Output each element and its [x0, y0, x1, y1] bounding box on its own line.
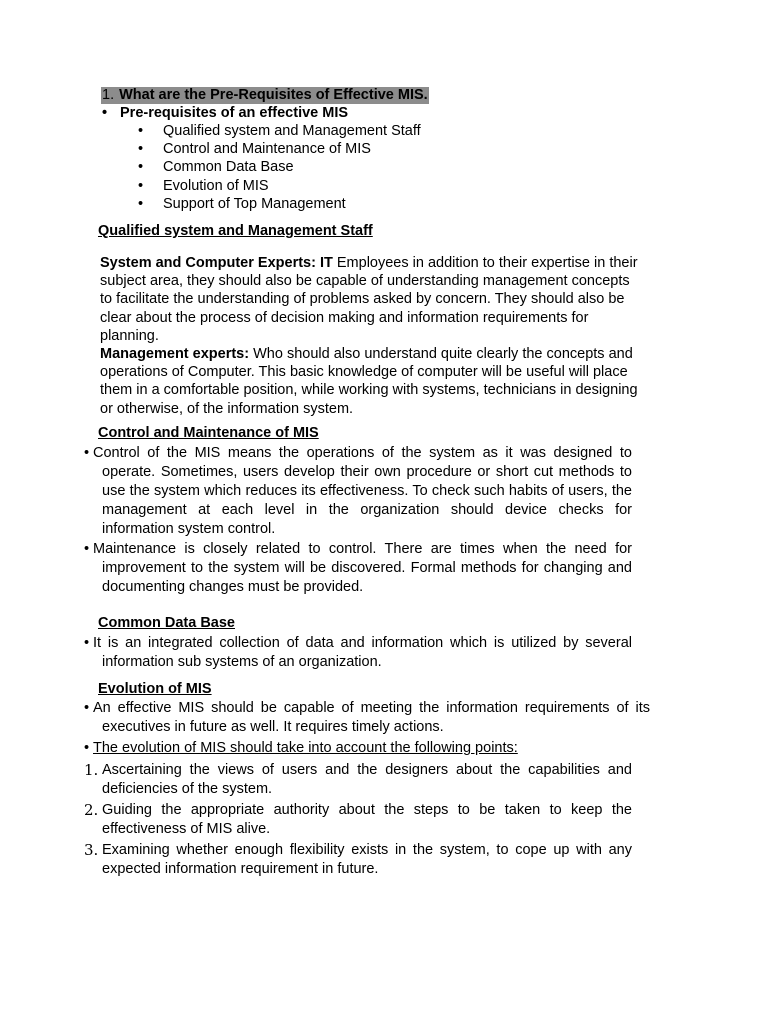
- question-text: What are the Pre-Requisites of Effective MIS.: [119, 87, 428, 103]
- database-bullet: [84, 634, 632, 672]
- prereq-list: [138, 122, 421, 213]
- bullet-icon: •: [102, 105, 108, 121]
- question-title: [101, 87, 429, 104]
- point-number: 2.: [84, 801, 99, 819]
- point-text: Ascertaining the views of users and the designers about the capabilities and deficiencies of the system.: [102, 762, 632, 797]
- mgmt-paragraph: [100, 345, 640, 418]
- control-bullet: [84, 444, 632, 539]
- evolution-point: [84, 801, 632, 839]
- bullet-icon: •: [84, 635, 90, 651]
- list-item-text: Qualified system and Management Staff: [163, 123, 421, 139]
- mgmt-label: Management experts:: [100, 346, 250, 362]
- question-number: 1.: [102, 87, 115, 103]
- prereq-heading-text: Pre-requisites of an effective MIS: [120, 105, 349, 121]
- evolution-bullet: [84, 699, 650, 737]
- point-text: Guiding the appropriate authority about the steps to be taken to keep the effectiveness of MIS alive.: [102, 802, 632, 837]
- point-number: 1.: [84, 761, 99, 779]
- maintenance-bullet-text: Maintenance is closely related to control. There are times when the need for improvement to the system will be discovered. Formal methods for changing and documenting changes must be provided.: [93, 541, 632, 595]
- list-item-text: Control and Maintenance of MIS: [163, 141, 371, 158]
- experts-text: Employees in addition to their expertise in their subject area, they should also be capable of understanding management concepts to facilitate the understanding of problems asked by concern. They should also be clear about the process of decision making and information requirements for planning.: [100, 255, 638, 344]
- bullet-icon: •: [84, 700, 90, 716]
- list-item-text: Evolution of MIS: [163, 177, 269, 194]
- maintenance-bullet: [84, 540, 632, 597]
- list-item-text: Support of Top Management: [163, 195, 346, 212]
- bullet-icon: •: [138, 159, 144, 176]
- mgmt-text: Who should also understand quite clearly the concepts and operations of Computer. This basic knowledge of computer will be useful will place them in a comfortable position, while working with systems, technicians in designing or otherwise, of the information system.: [100, 346, 638, 417]
- bullet-icon: •: [138, 141, 144, 158]
- bullet-icon: •: [138, 123, 144, 139]
- evolution-point: [84, 841, 632, 879]
- evolution-bullet-text: An effective MIS should be capable of meeting the information requirements of its executives in future as well. It requires timely actions.: [93, 700, 650, 735]
- evolution-heading: Evolution of MIS: [98, 681, 212, 697]
- bullet-icon: •: [84, 740, 90, 756]
- list-item: [138, 122, 421, 140]
- list-item: [138, 158, 421, 176]
- evolution-point: [84, 761, 632, 799]
- prereq-heading: [102, 104, 348, 122]
- control-bullet-text: Control of the MIS means the operations of the system as it was designed to operate. Sometimes, users develop their own procedure or short cut methods to use the system which reduces its effectiveness. To check such habits of users, the management at each level in the organization should device checks for information system control.: [93, 445, 632, 537]
- bullet-icon: •: [84, 541, 90, 557]
- experts-label: System and Computer Experts: IT: [100, 255, 333, 271]
- bullet-icon: •: [138, 195, 144, 212]
- evolution-points-intro: [84, 739, 632, 758]
- list-item-text: Common Data Base: [163, 159, 294, 176]
- list-item: [138, 140, 421, 158]
- evolution-points-intro-text: The evolution of MIS should take into account the following points:: [93, 740, 518, 756]
- point-text: Examining whether enough flexibility exists in the system, to cope up with any expected information requirement in future.: [102, 842, 632, 877]
- bullet-icon: •: [84, 445, 90, 461]
- list-item: [138, 195, 421, 213]
- experts-paragraph: [100, 254, 640, 345]
- point-number: 3.: [84, 841, 99, 859]
- list-item: [138, 177, 421, 195]
- bullet-icon: •: [138, 177, 144, 194]
- database-bullet-text: It is an integrated collection of data and information which is utilized by several information sub systems of an organization.: [93, 635, 632, 670]
- control-heading: Control and Maintenance of MIS: [98, 425, 319, 441]
- qualified-heading: Qualified system and Management Staff: [98, 223, 373, 239]
- database-heading: Common Data Base: [98, 615, 235, 631]
